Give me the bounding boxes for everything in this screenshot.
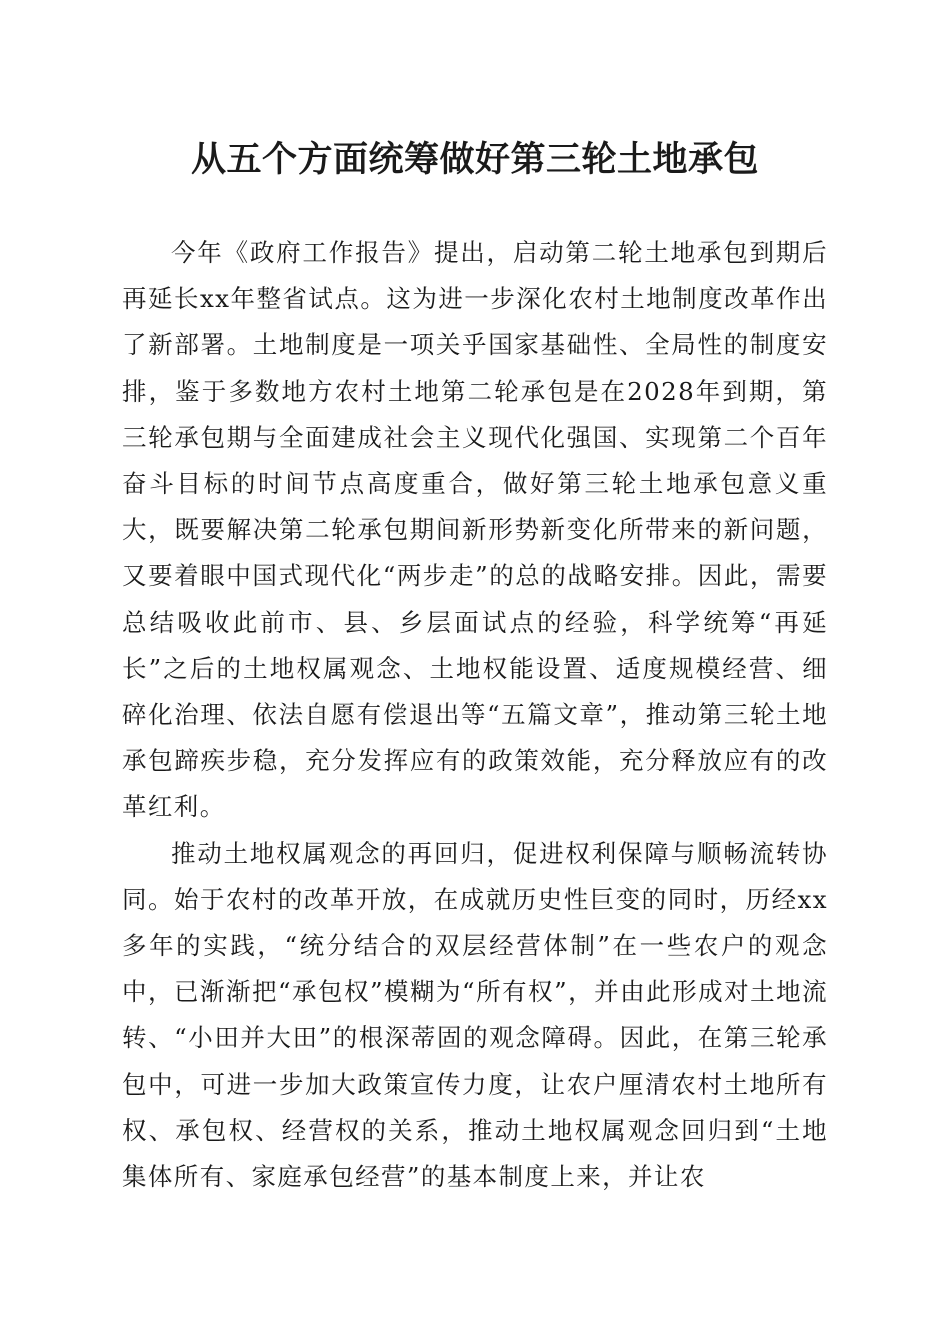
document-title: 从五个方面统筹做好第三轮土地承包: [190, 139, 759, 180]
paragraph-intro: 今年《政府工作报告》提出，启动第二轮土地承包到期后再延长xx年整省试点。这为进一步深化农村土地制度改革作出了新部署。土地制度是一项关乎国家基础性、全局性的制度安排，鉴于多数地方农村土地第二轮承包是在2028年到期，第三轮承包期与全面建成社会主义现代化强国、实现第二个百年奋斗目标的时间节点高度重合，做好第三轮土地承包意义重大，既要解决第二轮承包期间新形势新变化所带来的新问题，又要着眼中国式现代化“两步走”的总的战略安排。因此，需要总结吸收此前市、县、乡层面试点的经验，科学统筹“再延长”之后的土地权属观念、土地权能设置、适度规模经营、细碎化治理、依法自愿有偿退出等“五篇文章”，推动第三轮土地承包蹄疾步稳，充分发挥应有的政策效能，充分释放应有的改革红利。: [122, 238, 828, 822]
document-body: [122, 230, 828, 1200]
paragraph-land-rights: 推动土地权属观念的再回归，促进权利保障与顺畅流转协同。始于农村的改革开放，在成就历史性巨变的同时，历经xx多年的实践，“统分结合的双层经营体制”在一些农户的观念中，已渐渐把“承包权”模糊为“所有权”，并由此形成对土地流转、“小田并大田”的根深蒂固的观念障碍。因此，在第三轮承包中，可进一步加大政策宣传力度，让农户厘清农村土地所有权、承包权、经营权的关系，推动土地权属观念回归到“土地集体所有、家庭承包经营”的基本制度上来，并让农: [122, 838, 828, 1192]
